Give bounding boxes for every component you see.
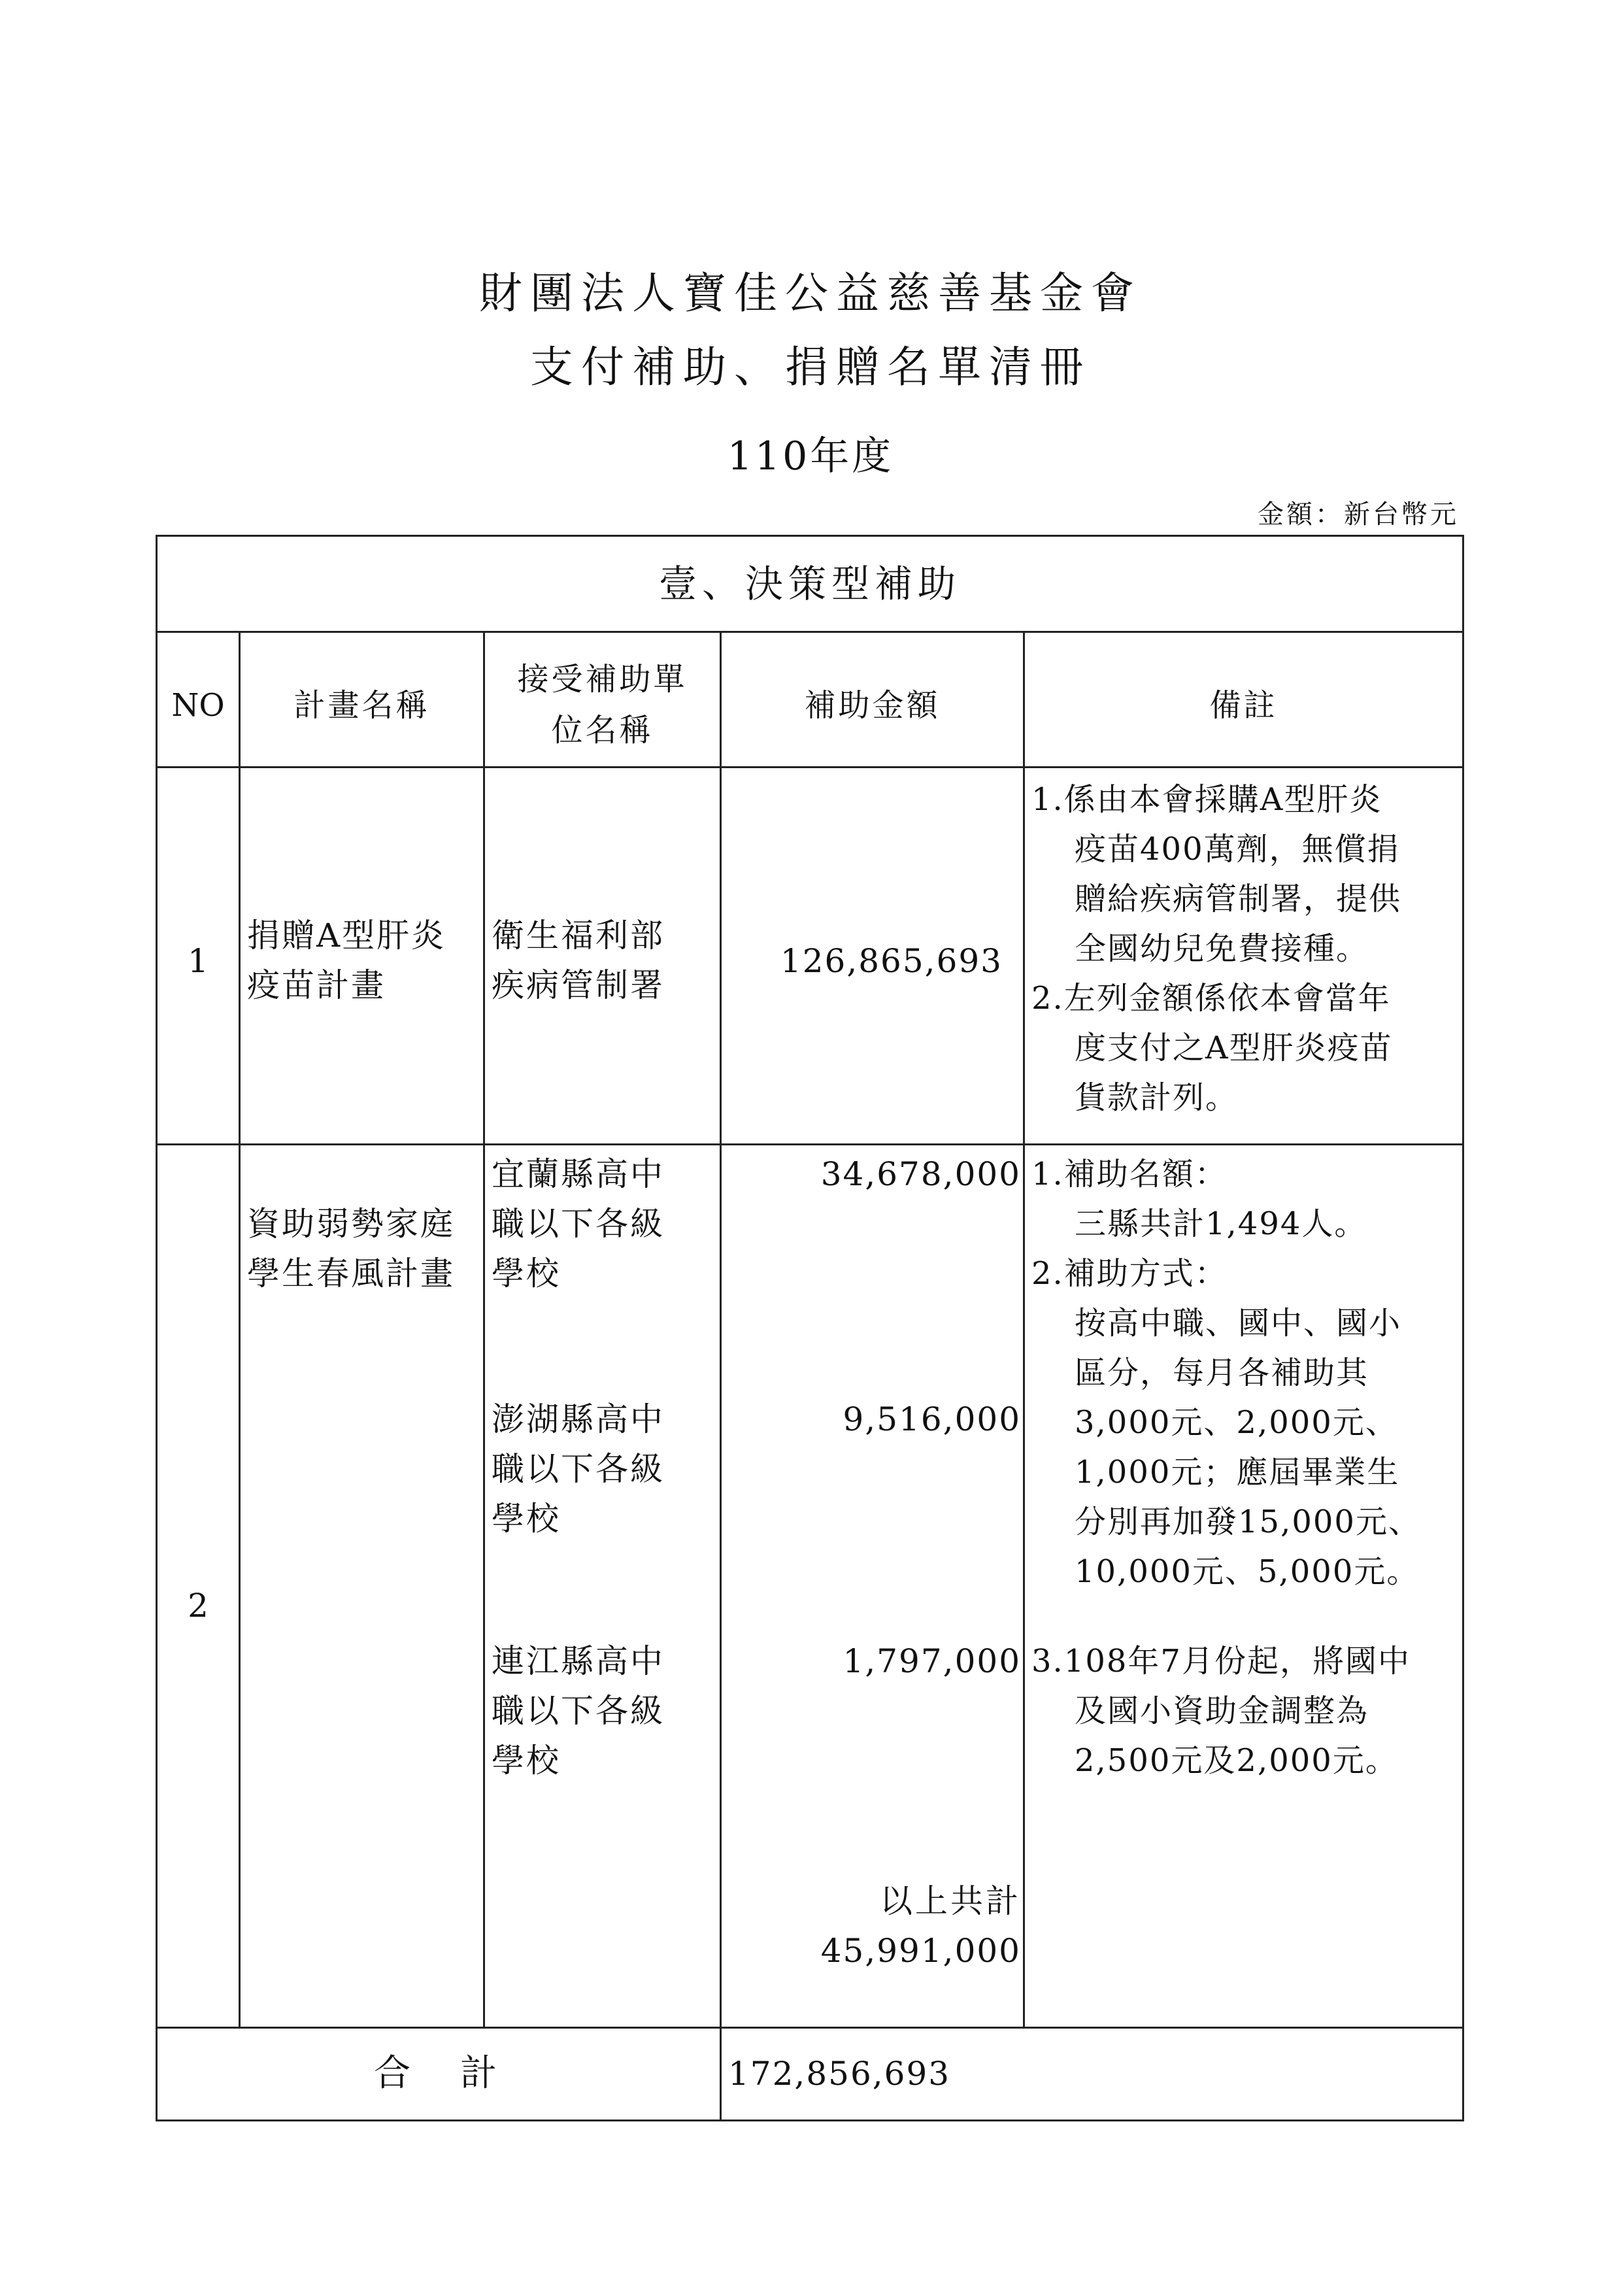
recipient-line: 宜蘭縣高中	[492, 1155, 665, 1193]
section-title: 壹、決策型補助	[658, 562, 961, 606]
recipient-line: 職以下各級	[492, 1205, 665, 1243]
section-divider	[156, 631, 1464, 633]
row2-remark-line: 及國小資助金調整為	[1075, 1693, 1369, 1729]
organization-title: 財團法人寶佳公益慈善基金會	[479, 268, 1142, 318]
header-recipient	[485, 654, 720, 756]
row1-remark-line: 1.係由本會採購A型肝炎	[1031, 781, 1382, 818]
row2-plan-name	[247, 1199, 482, 1298]
recipient-line: 職以下各級	[492, 1450, 665, 1488]
row2-remark-line: 3.108年7月份起，將國中	[1031, 1643, 1411, 1680]
row1-amount: 126,865,693	[780, 942, 1003, 980]
row2-remark-line: 分別再加發15,000元、	[1075, 1504, 1421, 1540]
amount-yilan: 34,678,000	[820, 1155, 1021, 1193]
table-border-top	[156, 535, 1464, 537]
row2-remark-line: 2.補助方式：	[1031, 1255, 1228, 1292]
row2-remark-line: 1,000元；應屆畢業生	[1075, 1454, 1400, 1491]
row1-plan-line1: 捐贈A型肝炎	[247, 917, 446, 954]
row1-recipient-line1: 衛生福利部	[492, 917, 665, 954]
recipient-line: 澎湖縣高中	[492, 1400, 665, 1438]
row2-plan-line2: 學生春風計畫	[247, 1255, 455, 1292]
row2-remark-line: 按高中職、國中、國小	[1075, 1305, 1402, 1342]
fiscal-year: 110年度	[727, 433, 894, 479]
total-divider	[156, 2027, 1464, 2029]
currency-note: 金額：新台幣元	[1258, 499, 1459, 530]
recipient-yilan	[492, 1149, 719, 1298]
row1-remark-line: 贈給疾病管制署，提供	[1075, 881, 1402, 917]
row1-plan-name	[247, 911, 482, 1010]
row1-plan-line2: 疫苗計畫	[247, 966, 386, 1004]
header-amount: 補助金額	[804, 687, 941, 724]
amount-lienchiang: 1,797,000	[843, 1642, 1021, 1680]
col-divider-amount	[1023, 631, 1025, 2028]
row2-remarks-a	[1031, 1149, 1460, 1596]
row1-recipient	[492, 911, 719, 1010]
header-no: NO	[171, 687, 225, 724]
header-recipient-line1: 接受補助單	[517, 661, 688, 698]
recipient-line: 學校	[492, 1742, 561, 1780]
recipient-line: 連江縣高中	[492, 1642, 665, 1680]
row1-remark-line: 全國幼兒免費接種。	[1075, 930, 1369, 967]
document-title: 支付補助、捐贈名單清冊	[530, 342, 1091, 392]
row1-recipient-line2: 疾病管制署	[492, 966, 665, 1004]
row2-remark-line: 1.補助名額：	[1031, 1156, 1228, 1192]
row1-remarks	[1031, 775, 1460, 1123]
row2-remark-line: 區分，每月各補助其	[1075, 1355, 1369, 1391]
row2-plan-line1: 資助弱勢家庭	[247, 1205, 455, 1243]
recipient-lienchiang	[492, 1636, 719, 1785]
table-border-bottom	[156, 2119, 1464, 2121]
row1-no: 1	[188, 942, 209, 980]
row1-remark-line: 度支付之A型肝炎疫苗	[1075, 1030, 1393, 1066]
row1-remark-line: 2.左列金額係依本會當年	[1031, 980, 1391, 1017]
row2-remark-line: 10,000元、5,000元。	[1075, 1553, 1420, 1590]
subtotal-value: 45,991,000	[820, 1932, 1021, 1970]
col-divider-plan	[483, 631, 485, 2028]
row1-remark-line: 貨款計列。	[1075, 1079, 1239, 1116]
row1-remark-line: 疫苗400萬劑，無償捐	[1075, 831, 1400, 868]
row2-no: 2	[188, 1587, 209, 1625]
header-plan-name: 計畫名稱	[293, 687, 430, 724]
row2-remarks-b	[1031, 1636, 1460, 1785]
total-amount: 172,856,693	[728, 2055, 951, 2093]
row1-divider	[156, 1143, 1464, 1145]
header-recipient-line2: 位名稱	[551, 712, 654, 749]
col-divider-no	[239, 631, 241, 2028]
row2-remark-line: 2,500元及2,000元。	[1075, 1742, 1398, 1779]
recipient-line: 職以下各級	[492, 1692, 665, 1730]
total-label: 合 計	[374, 2052, 503, 2095]
table-border-left	[156, 535, 158, 2121]
table-border-right	[1462, 535, 1464, 2121]
subtotal	[722, 1876, 1021, 1976]
recipient-line: 學校	[492, 1500, 561, 1538]
subtotal-label: 以上共計	[880, 1882, 1021, 1920]
amount-penghu: 9,516,000	[843, 1400, 1021, 1438]
recipient-penghu	[492, 1394, 719, 1544]
header-remark: 備註	[1209, 687, 1278, 724]
recipient-line: 學校	[492, 1255, 561, 1292]
row2-remark-line: 3,000元、2,000元、	[1075, 1404, 1398, 1441]
row2-remark-line: 三縣共計1,494人。	[1075, 1206, 1367, 1242]
header-divider	[156, 766, 1464, 768]
